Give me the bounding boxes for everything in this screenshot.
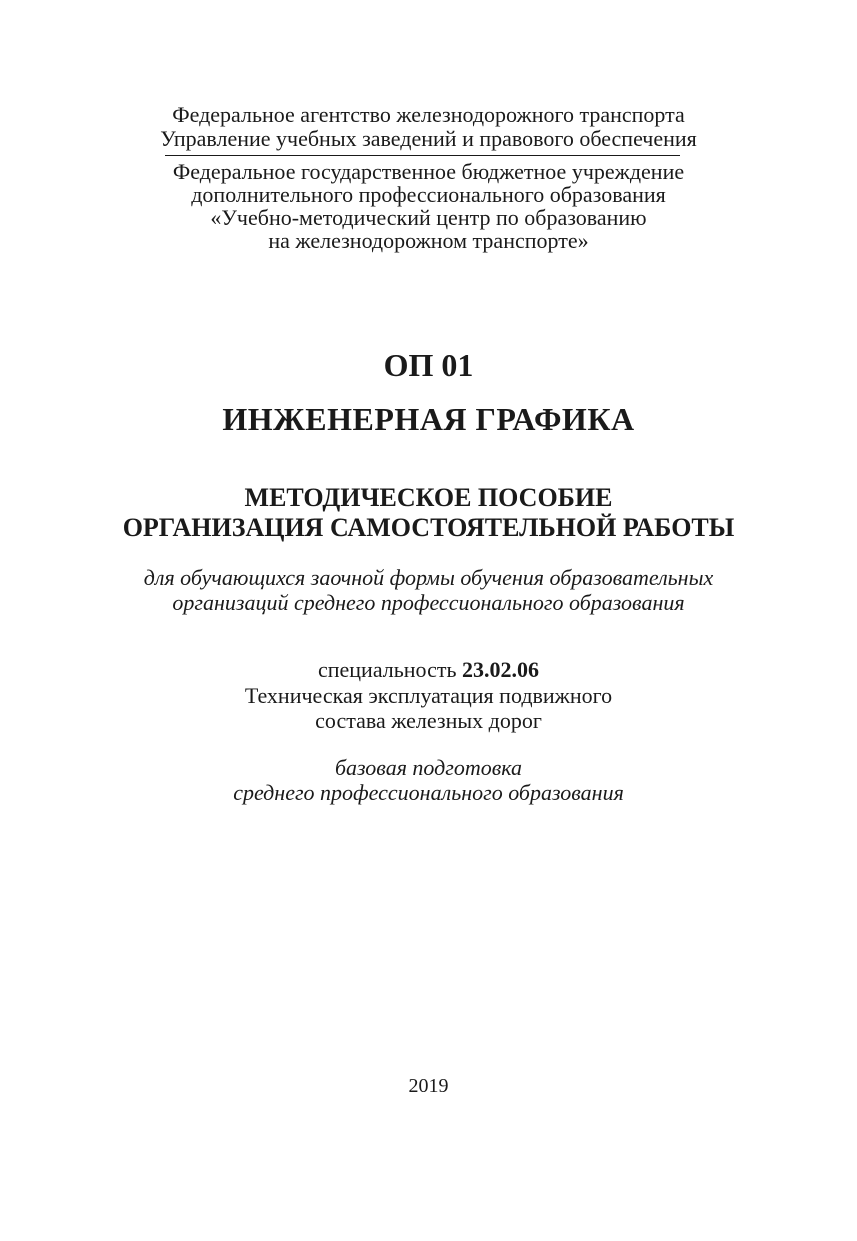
specialty-name-line-1: Техническая эксплуатация подвижного [244, 683, 613, 708]
audience-line-1: для обучающихся заочной формы обучения образовательных [143, 565, 714, 590]
course-title: ИНЖЕНЕРНАЯ ГРАФИКА [222, 401, 635, 437]
specialty-label: специальность [317, 657, 457, 682]
training-level-line-1: базовая подготовка [334, 755, 523, 780]
department-name: Управление учебных заведений и правового обеспечения [160, 126, 697, 151]
agency-name: Федеральное агентство железнодорожного транспорта [172, 102, 685, 127]
specialty-line [0, 657, 857, 683]
document-type-line-2: ОРГАНИЗАЦИЯ САМОСТОЯТЕЛЬНОЙ РАБОТЫ [122, 513, 735, 542]
audience-line-2: организаций среднего профессионального образования [172, 590, 685, 615]
institution-line-1: Федеральное государственное бюджетное учреждение [172, 159, 685, 184]
publication-year: 2019 [408, 1075, 449, 1097]
course-code: ОП 01 [383, 347, 474, 383]
institution-line-3: «Учебно-методический центр по образованию [210, 205, 647, 230]
institution-line-2: дополнительного профессионального образования [191, 182, 666, 207]
training-level-line-2: среднего профессионального образования [233, 780, 624, 805]
specialty-name-line-2: состава железных дорог [315, 708, 542, 733]
institution-line-4: на железнодорожном транспорте» [268, 228, 589, 253]
header-divider [165, 155, 680, 156]
specialty-code: 23.02.06 [462, 657, 540, 682]
document-type-line-1: МЕТОДИЧЕСКОЕ ПОСОБИЕ [244, 483, 613, 512]
